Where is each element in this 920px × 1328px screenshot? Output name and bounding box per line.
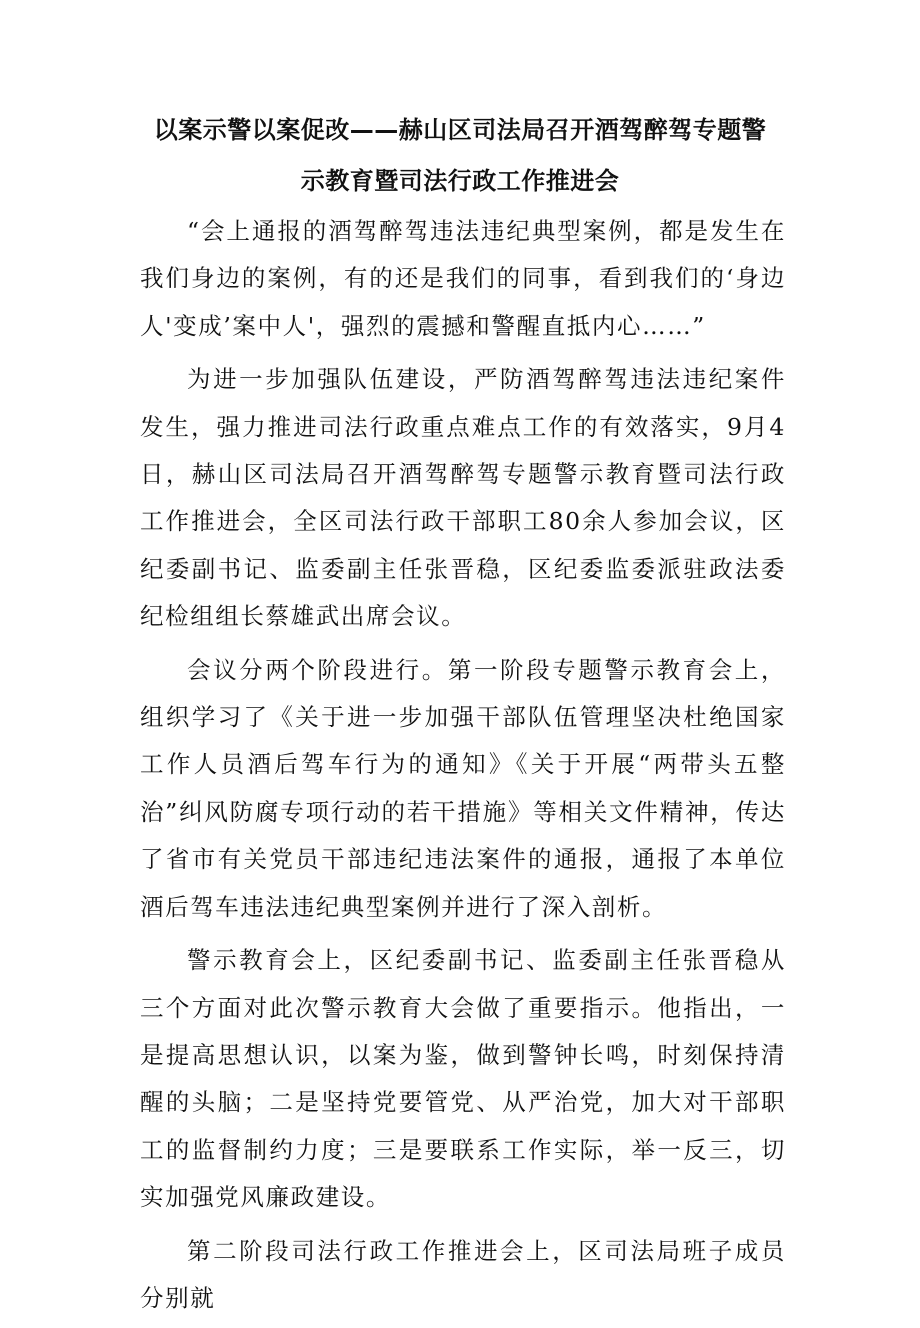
document-body <box>140 208 786 1328</box>
paragraph-background: 为进一步加强队伍建设，严防酒驾醉驾违法违纪案件发生，强力推进司法行政重点难点工作的有效落实，9月4日，赫山区司法局召开酒驾醉驾专题警示教育暨司法行政工作推进会，全区司法行政干部职工80余人参加会议，区纪委副书记、监委副主任张晋稳，区纪委监委派驻政法委纪检组组长蔡雄武出席会议。 <box>140 365 786 631</box>
paragraph-stage-two: 第二阶段司法行政工作推进会上，区司法局班子成员分别就 <box>140 1236 786 1312</box>
document-title-line-1: 以案示警以案促改——赫山区司法局召开酒驾醉驾专题警 <box>153 116 767 144</box>
document-title-line-2: 示教育暨司法行政工作推进会 <box>300 167 620 195</box>
paragraph-stage-one: 会议分两个阶段进行。第一阶段专题警示教育会上，组织学习了《关于进一步加强干部队伍管理坚决杜绝国家工作人员酒后驾车行为的通知》《关于开展“两带头五整治”纠风防腐专项行动的若干措施》等相关文件精神，传达了省市有关党员干部违纪违法案件的通报，通报了本单位酒后驾车违法违纪典型案例并进行了深入剖析。 <box>140 655 786 921</box>
paragraph-quote: “会上通报的酒驾醉驾违法违纪典型案例，都是发生在我们身边的案例，有的还是我们的同事，看到我们的‘身边人'变成’案中人'，强烈的震撼和警醒直抵内心……” <box>140 217 786 340</box>
paragraph-instructions: 警示教育会上，区纪委副书记、监委副主任张晋稳从三个方面对此次警示教育大会做了重要指示。他指出，一是提高思想认识，以案为鉴，做到警钟长鸣，时刻保持清醒的头脑；二是坚持党要管党、从严治党，加大对干部职工的监督制约力度；三是要联系工作实际，举一反三，切实加强党风廉政建设。 <box>140 946 786 1212</box>
